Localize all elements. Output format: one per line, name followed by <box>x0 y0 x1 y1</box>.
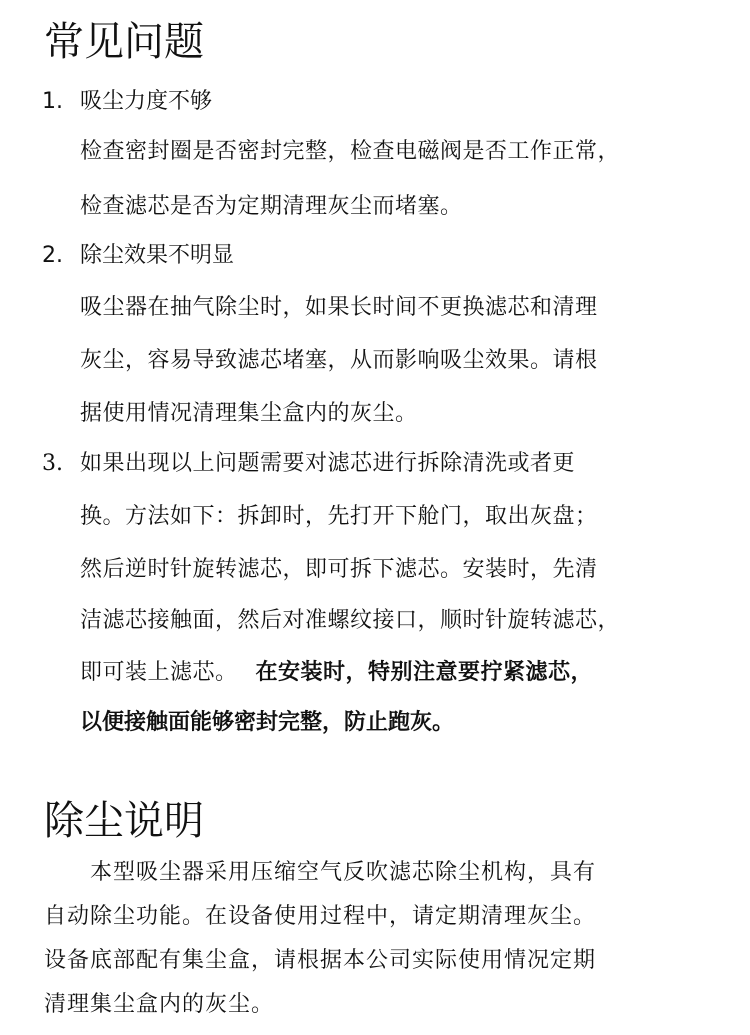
dust-line-2: 自动除尘功能。在设备使用过程中，请定期清理灰尘。 <box>44 904 597 929</box>
faq-item-2-title: 除尘效果不明显 <box>80 243 235 268</box>
faq-item-3-title: 如果出现以上问题需要对滤芯进行拆除清洗或者更 <box>80 451 576 476</box>
faq-item-3-line-4-bold: 在安装时，特别注意要拧紧滤芯， <box>255 660 594 685</box>
dust-line-1: 本型吸尘器采用压缩空气反吹滤芯除尘机构，具有 <box>44 860 597 885</box>
faq-item-3-line-4-normal: 即可装上滤芯。 <box>80 660 238 685</box>
faq-item-3-number: 3. <box>42 451 63 476</box>
dust-heading: 除尘说明 <box>44 798 204 844</box>
faq-item-3-bold-line: 以便接触面能够密封完整，防止跑灰。 <box>80 710 455 735</box>
faq-heading: 常见问题 <box>44 19 204 65</box>
faq-item-2-line-2: 灰尘，容易导致滤芯堵塞，从而影响吸尘效果。请根 <box>80 348 598 373</box>
faq-item-2-line-1: 吸尘器在抽气除尘时，如果长时间不更换滤芯和清理 <box>80 295 598 320</box>
dust-line-3: 设备底部配有集尘盒，请根据本公司实际使用情况定期 <box>44 948 597 973</box>
faq-item-1-line-2: 检查滤芯是否为定期清理灰尘而堵塞。 <box>80 194 463 219</box>
faq-item-2-line-3: 据使用情况清理集尘盒内的灰尘。 <box>80 401 418 426</box>
faq-item-3-line-4 <box>80 658 593 688</box>
faq-item-1-number: 1. <box>42 89 63 114</box>
faq-item-1-title: 吸尘力度不够 <box>80 89 213 114</box>
faq-item-1-line-1: 检查密封圈是否密封完整，检查电磁阀是否工作正常， <box>80 139 621 164</box>
faq-item-3-line-2: 然后逆时针旋转滤芯，即可拆下滤芯。安装时，先清 <box>80 557 598 582</box>
dust-line-4: 清理集尘盒内的灰尘。 <box>44 992 275 1017</box>
faq-item-3-line-1: 换。方法如下：拆卸时，先打开下舱门，取出灰盘； <box>80 504 598 529</box>
faq-item-2-number: 2. <box>42 243 63 268</box>
faq-item-3-line-3: 洁滤芯接触面，然后对准螺纹接口，顺时针旋转滤芯， <box>80 608 621 633</box>
